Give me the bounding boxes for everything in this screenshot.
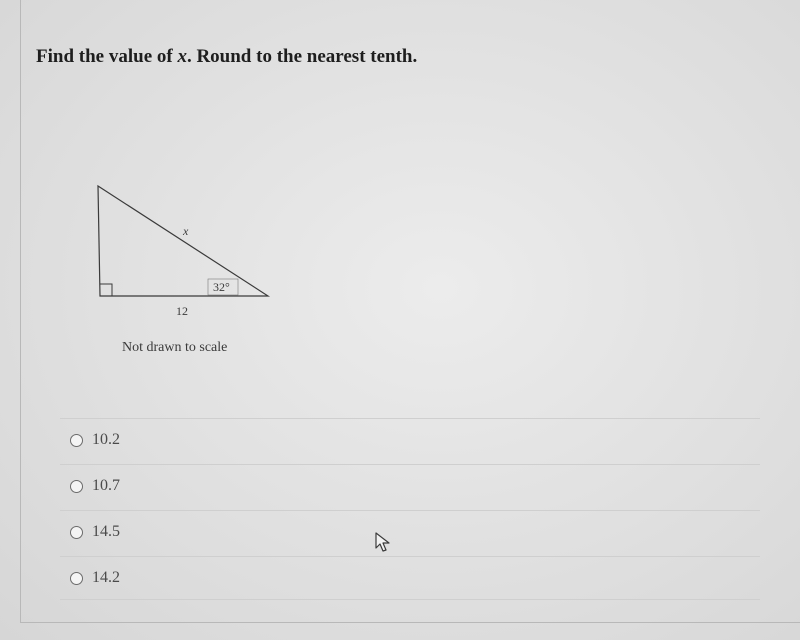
choice-label: 14.5 (92, 523, 120, 540)
radio-button[interactable] (70, 480, 83, 493)
base-label: 12 (176, 304, 188, 318)
answer-choice[interactable] (60, 510, 760, 553)
radio-button[interactable] (70, 572, 83, 585)
right-triangle-diagram (90, 180, 290, 310)
scale-note: Not drawn to scale (122, 340, 228, 355)
triangle-shape (98, 186, 268, 296)
radio-button[interactable] (70, 526, 83, 539)
radio-button[interactable] (70, 434, 83, 447)
choice-label: 14.2 (92, 569, 120, 586)
question-variable: x (177, 46, 187, 67)
choice-label: 10.2 (92, 431, 120, 448)
angle-label: 32° (213, 280, 230, 294)
question-text (36, 46, 417, 68)
answer-choice[interactable] (60, 418, 760, 461)
answer-choice[interactable] (60, 464, 760, 507)
question-prefix: Find the value of (36, 46, 178, 67)
mouse-pointer-icon (374, 531, 392, 553)
right-angle-marker (100, 284, 112, 296)
hypotenuse-label: x (183, 224, 189, 238)
answer-choice[interactable] (60, 556, 760, 600)
choice-label: 10.7 (92, 477, 120, 494)
question-suffix: . Round to the nearest tenth. (186, 46, 418, 67)
